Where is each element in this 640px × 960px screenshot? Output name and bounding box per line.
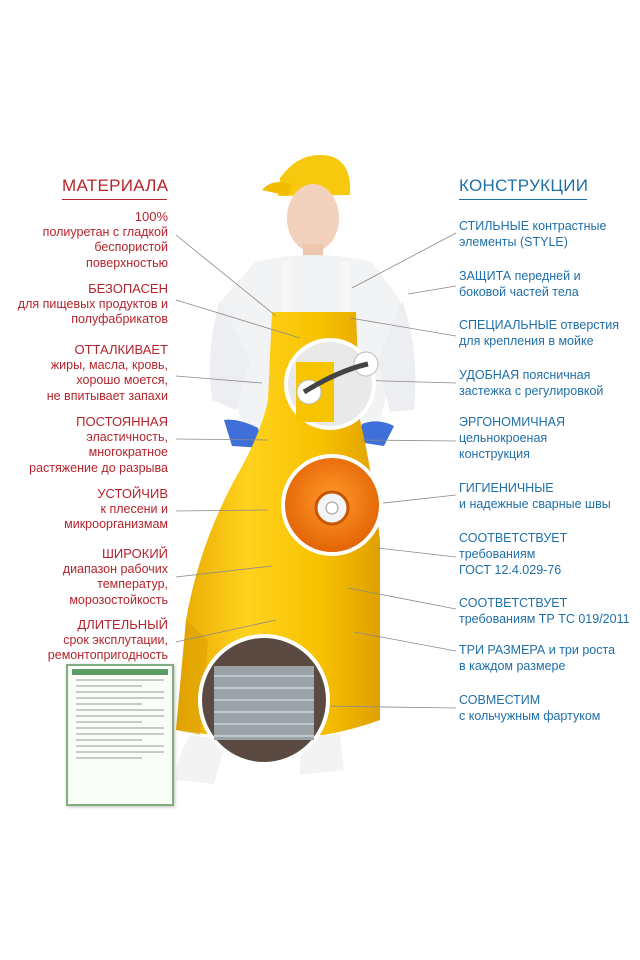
material-feature-safe: БЕЗОПАСЕН для пищевых продуктов и полуфабрикатов — [17, 281, 168, 326]
construction-feature-ergonomic: ЭРГОНОМИЧНАЯ цельнокроеная конструкция — [459, 415, 565, 461]
construction-header: КОНСТРУКЦИИ — [459, 176, 589, 195]
chainmail-inset — [200, 636, 328, 764]
construction-feature-protection: ЗАЩИТА передней и боковой частей тела — [459, 269, 581, 299]
certificate-document-icon — [66, 664, 174, 806]
material-feature-elasticity: ПОСТОЯННАЯ эластичность, многократное растяжение до разрыва — [29, 414, 168, 475]
construction-feature-sizes: ТРИ РАЗМЕРА и три роста в каждом размере — [459, 643, 616, 673]
construction-header-rule — [459, 199, 587, 200]
materials-header: МАТЕРИАЛА — [62, 176, 169, 195]
material-feature-100-percent: 100% полиуретан с гладкой беспористой поверхностью — [42, 209, 168, 270]
material-feature-temperature: ШИРОКИЙ диапазон рабочих температур, морозостойкость — [62, 546, 168, 607]
material-feature-repels: ОТТАЛКИВАЕТ жиры, масла, кровь, хорошо моется, не впитывает запахи — [46, 342, 168, 403]
construction-feature-buckle: УДОБНАЯ поясничная застежка с регулировкой — [459, 368, 604, 398]
materials-header-rule — [62, 199, 167, 200]
drain-hole-inset — [283, 456, 381, 554]
material-feature-durable: ДЛИТЕЛЬНЫЙ срок эксплутации, ремонтопригодность — [47, 617, 168, 662]
construction-feature-gost: СООТВЕТСТВУЕТ требованиям ГОСТ 12.4.029-76 — [459, 531, 568, 577]
construction-feature-chainmail: СОВМЕСТИМ с кольчужным фартуком — [459, 693, 601, 723]
construction-feature-style: СТИЛЬНЫЕ контрастные элементы (STYLE) — [459, 219, 607, 249]
material-feature-resistant: УСТОЙЧИВ к плесени и микроорганизмам — [64, 486, 168, 531]
construction-feature-hygienic: ГИГИЕНИЧНЫЕ и надежные сварные швы — [459, 481, 611, 511]
construction-feature-trts: СООТВЕТСТВУЕТ требованиям ТР ТС 019/2011 — [459, 596, 630, 626]
construction-feature-holes: СПЕЦИАЛЬНЫЕ отверстия для крепления в мойке — [459, 318, 620, 348]
